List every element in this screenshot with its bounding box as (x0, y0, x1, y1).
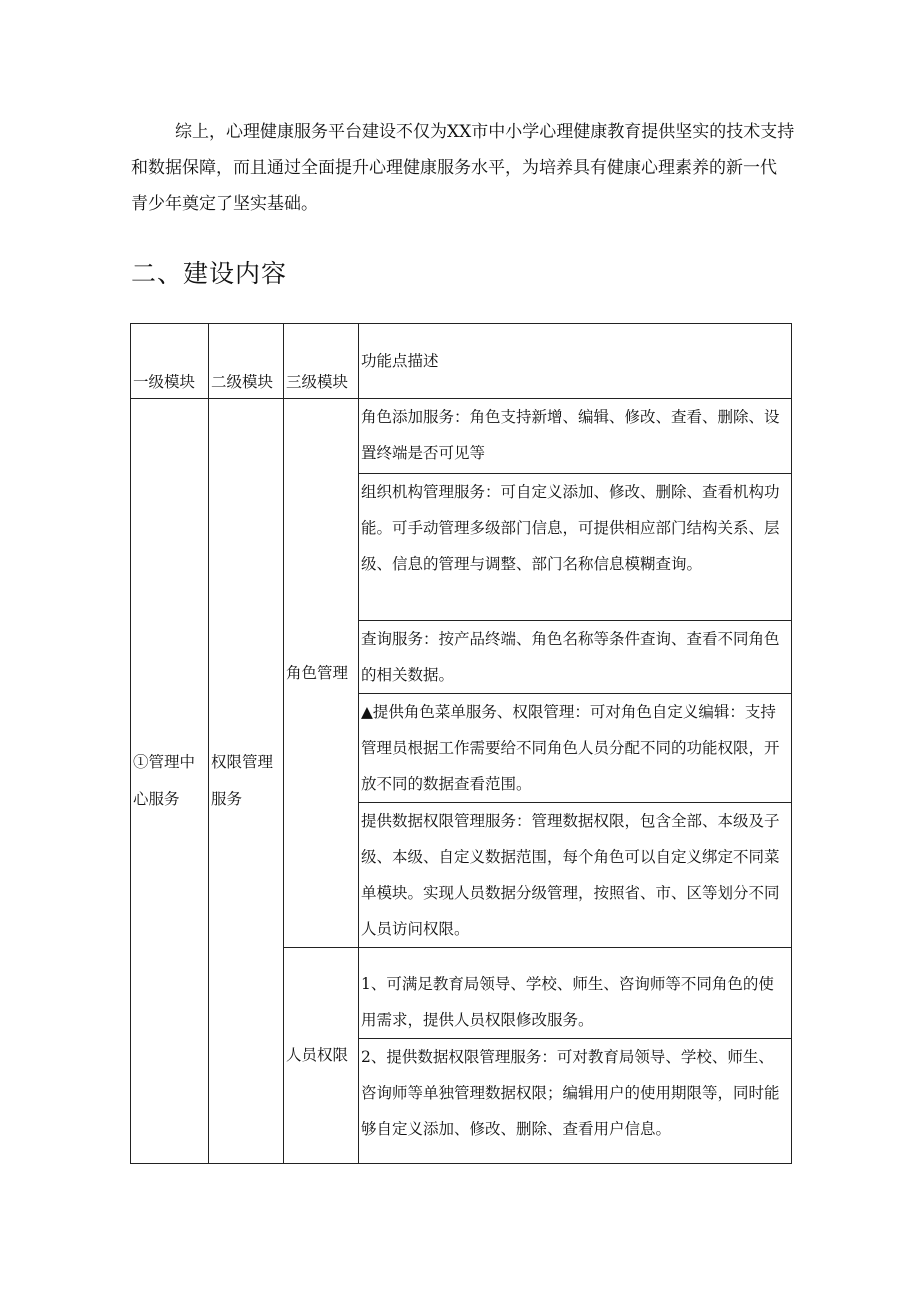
description-cell (359, 621, 792, 694)
description-cell (359, 399, 792, 474)
level1-cell: ①管理中心服务 (131, 399, 209, 1164)
description-text: 查询服务：按产品终端、角色名称等条件查询、查看不同角色的相关数据。 (361, 630, 780, 684)
description-text: 2、提供数据权限管理服务：可对教育局领导、学校、师生、咨询师等单独管理数据权限；编辑用户的使用期限等，同时能够自定义添加、修改、删除、查看用户信息。 (361, 1048, 780, 1138)
description-cell (359, 948, 792, 1039)
header-level2: 二级模块 (209, 324, 284, 399)
summary-line-1: 综上，心理健康服务平台建设不仅为XX市中小学心理健康教育提供坚实的技术支持 (175, 122, 795, 142)
description-text: 角色添加服务：角色支持新增、编辑、修改、查看、删除、设置终端是否可见等 (361, 408, 780, 462)
table-row (131, 399, 792, 474)
description-cell (359, 694, 792, 803)
table-header-row (131, 324, 792, 399)
construction-content-table (130, 323, 792, 1164)
header-level1: 一级模块 (131, 324, 209, 399)
description-cell (359, 474, 792, 621)
header-level3: 三级模块 (284, 324, 359, 399)
level3-cell-role: 角色管理 (284, 399, 359, 948)
summary-line-3: 青少年奠定了坚实基础。 (131, 194, 318, 214)
description-text: 提供数据权限管理服务：管理数据权限，包含全部、本级及子级、本级、自定义数据范围，每个角色可以自定义绑定不同菜单模块。实现人员数据分级管理，按照省、市、区等划分不同人员访问权限。 (361, 812, 780, 938)
description-text: ▲提供角色菜单服务、权限管理：可对角色自定义编辑：支持管理员根据工作需要给不同角色人员分配不同的功能权限，开放不同的数据查看范围。 (361, 703, 780, 793)
level2-cell: 权限管理服务 (209, 399, 284, 1164)
description-text: 1、可满足教育局领导、学校、师生、咨询师等不同角色的使用需求，提供人员权限修改服务。 (361, 975, 774, 1029)
summary-paragraph (131, 114, 795, 222)
description-text: 组织机构管理服务：可自定义添加、修改、删除、查看机构功能。可手动管理多级部门信息，可提供相应部门结构关系、层级、信息的管理与调整、部门名称信息模糊查询。 (361, 483, 780, 573)
level3-cell-personnel: 人员权限 (284, 948, 359, 1164)
summary-line-2: 和数据保障，而且通过全面提升心理健康服务水平，为培养具有健康心理素养的新一代 (131, 158, 777, 178)
section-heading: 二、建设内容 (131, 259, 288, 288)
description-cell (359, 1039, 792, 1164)
header-description: 功能点描述 (359, 324, 792, 399)
description-cell (359, 803, 792, 948)
